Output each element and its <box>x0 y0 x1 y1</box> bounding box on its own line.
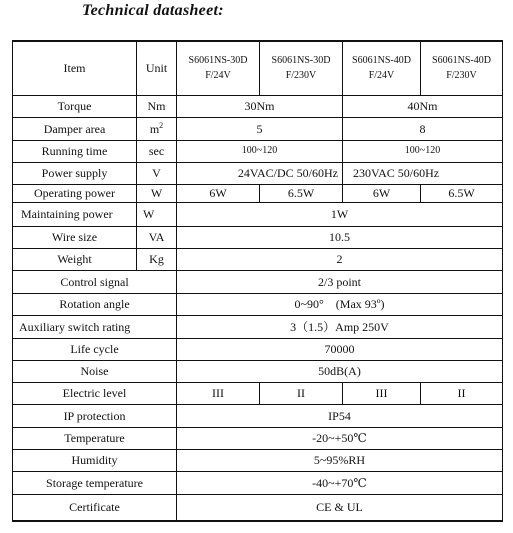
value-model-3: 6W <box>343 184 421 202</box>
value-model-4: 6.5W <box>421 184 503 202</box>
value-40d: 8 <box>343 117 503 140</box>
row-unit: Kg <box>137 248 177 270</box>
model-supply: F/24V <box>205 70 231 82</box>
datasheet-title: Technical datasheet: <box>82 2 224 19</box>
row-wire-size <box>13 226 503 248</box>
row-noise <box>13 360 503 382</box>
row-label: Wire size <box>13 226 137 248</box>
value-24v: 24VAC/DC 50/60Hz <box>177 162 343 184</box>
row-control-signal <box>13 270 503 293</box>
row-label: Damper area <box>13 117 137 140</box>
row-unit: W <box>137 184 177 202</box>
model-name: S6061NS-30D <box>188 55 248 67</box>
row-weight <box>13 248 503 270</box>
header-item: Item <box>13 41 137 95</box>
row-rotation-angle <box>13 293 503 315</box>
row-unit <box>137 117 177 140</box>
row-label: Control signal <box>13 270 177 293</box>
row-torque <box>13 95 503 117</box>
row-value: 3（1.5）Amp 250V <box>177 315 503 338</box>
header-model-2 <box>260 41 343 95</box>
row-value: 1W <box>177 202 503 226</box>
row-label: Humidity <box>13 449 177 471</box>
value-40d: 40Nm <box>343 95 503 117</box>
row-power-supply <box>13 162 503 184</box>
row-value: IP54 <box>177 404 503 427</box>
unit-superscript: 2 <box>159 120 164 130</box>
row-life-cycle <box>13 338 503 360</box>
model-name: S6061NS-40D <box>352 55 411 67</box>
technical-datasheet-table <box>12 40 503 522</box>
model-supply: F/24V <box>368 70 395 82</box>
row-humidity <box>13 449 503 471</box>
model-name: S6061NS-40D <box>432 55 491 67</box>
row-label: Certificate <box>13 494 177 521</box>
row-certificate <box>13 494 503 521</box>
model-name: S6061NS-30D <box>271 55 331 67</box>
header-row <box>13 41 503 95</box>
row-label: Storage temperature <box>13 471 177 494</box>
row-storage-temperature <box>13 471 503 494</box>
row-operating-power <box>13 184 503 202</box>
value-30d: 30Nm <box>177 95 343 117</box>
row-ip-protection <box>13 404 503 427</box>
row-value: -40~+70℃ <box>177 471 503 494</box>
row-label: Rotation angle <box>13 293 177 315</box>
value-model-1: 6W <box>177 184 260 202</box>
header-model-4 <box>421 41 503 95</box>
row-label: Electric level <box>13 382 177 404</box>
row-label: IP protection <box>13 404 177 427</box>
row-unit: VA <box>137 226 177 248</box>
row-value: 2/3 point <box>177 270 503 293</box>
row-temperature <box>13 427 503 449</box>
row-value: -20~+50℃ <box>177 427 503 449</box>
value-30d: 100~120 <box>177 140 343 162</box>
row-value: CE & UL <box>177 494 503 521</box>
row-label: Maintaining power <box>13 202 137 226</box>
value-230v: 230VAC 50/60Hz <box>343 162 503 184</box>
row-value: 50dB(A) <box>177 360 503 382</box>
row-value: 0~90° (Max 93º) <box>177 293 503 315</box>
model-supply: F/230V <box>446 70 477 82</box>
row-label: Life cycle <box>13 338 177 360</box>
row-unit: V <box>137 162 177 184</box>
row-unit: sec <box>137 140 177 162</box>
row-value: 5~95%RH <box>177 449 503 471</box>
row-auxiliary-switch <box>13 315 503 338</box>
row-label: Auxiliary switch rating <box>13 315 177 338</box>
row-label: Power supply <box>13 162 137 184</box>
row-value: 70000 <box>177 338 503 360</box>
value-40d: 100~120 <box>343 140 503 162</box>
row-label: Temperature <box>13 427 177 449</box>
header-model-1 <box>177 41 260 95</box>
row-unit: Nm <box>137 95 177 117</box>
value-30d: 5 <box>177 117 343 140</box>
row-label: Weight <box>13 248 137 270</box>
row-electric-level <box>13 382 503 404</box>
value-model-3: III <box>343 382 421 404</box>
row-unit: W <box>137 202 177 226</box>
header-unit: Unit <box>137 41 177 95</box>
header-model-3 <box>343 41 421 95</box>
value-model-1: III <box>177 382 260 404</box>
row-maintaining-power <box>13 202 503 226</box>
row-label: Running time <box>13 140 137 162</box>
value-model-2: 6.5W <box>260 184 343 202</box>
model-supply: F/230V <box>285 70 317 82</box>
value-model-4: II <box>421 382 503 404</box>
row-label: Operating power <box>13 184 137 202</box>
value-model-2: II <box>260 382 343 404</box>
row-value: 10.5 <box>177 226 503 248</box>
row-damper-area <box>13 117 503 140</box>
row-label: Torque <box>13 95 137 117</box>
row-value: 2 <box>177 248 503 270</box>
row-running-time <box>13 140 503 162</box>
row-label: Noise <box>13 360 177 382</box>
unit-text: m <box>149 121 160 136</box>
